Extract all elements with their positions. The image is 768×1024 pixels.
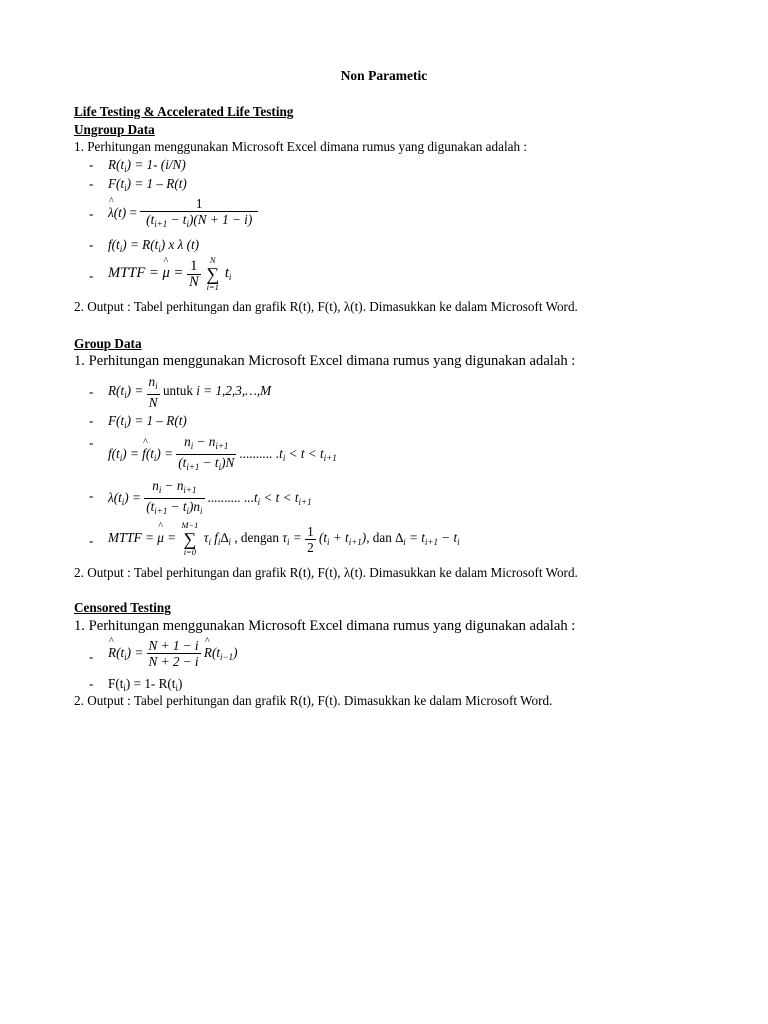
ungroup-step2: 2. Output : Tabel perhitungan dan grafik R(t), F(t), λ(t). Dimasukkan ke dalam Microsoft Word. <box>74 299 578 314</box>
section-heading: Life Testing & Accelerated Life Testing <box>74 104 294 119</box>
bullet: - <box>89 268 94 283</box>
formula-ungroup-hazard: ^ λ(t) = $\frac{1}{(t_{i+1} - t_i)(N + 1 - i)}$ <box>108 196 258 232</box>
censored-step1: 1. Perhitungan menggunakan Microsoft Excel dimana rumus yang digunakan adalah : <box>74 618 576 634</box>
censored-step2: 2. Output : Tabel perhitungan dan grafik R(t), F(t). Dimasukkan ke dalam Microsoft Word. <box>74 693 553 708</box>
censored-heading: Censored Testing <box>74 600 171 615</box>
ungroup-step1: 1. Perhitungan menggunakan Microsoft Excel dimana rumus yang digunakan adalah : <box>74 139 528 154</box>
formula-group-reliability: $R(t_i)$ = $\frac{n_i}{N}$ untuk i = 1,2,3,…,M <box>108 374 272 410</box>
bullet: - <box>89 533 94 548</box>
bullet: - <box>89 206 94 221</box>
group-step2: 2. Output : Tabel perhitungan dan grafik R(t), F(t), λ(t). Dimasukkan ke dalam Microsoft Word. <box>74 565 578 580</box>
formula-censored-unreliability: $F(t_i) = 1-$ $R(t_i)$ <box>108 676 183 693</box>
formula-censored-reliability: ^ $R(t_i)$ = $\frac{N + 1 - i}{N + 2 - i}$ ^ $R(t_{i-1})$ <box>108 638 237 669</box>
bullet: - <box>89 676 94 691</box>
group-step1: 1. Perhitungan menggunakan Microsoft Excel dimana rumus yang digunakan adalah : <box>74 353 576 369</box>
bullet: - <box>89 649 94 664</box>
formula-ungroup-mttf: MTTF = ^ μ = $\frac{1}{N}$ N ∑ i=1 $t_i$ <box>108 256 231 292</box>
bullet: - <box>89 157 94 172</box>
formula-group-hazard: $\lambda(t_i)$ = $\frac{n_i - n_{i+1}}{(t_{i+1} - t_i)n_i}$ .......... $...t_i < t < t_{i+1}$ <box>108 478 312 519</box>
bullet: - <box>89 176 94 191</box>
bullet: - <box>89 435 94 450</box>
formula-group-unreliability: $F(t_i) = 1 - R(t)$ <box>108 413 187 430</box>
formula-ungroup-unreliability: $F(t_i) = 1 - R(t)$ <box>108 176 187 193</box>
formula-group-mttf: MTTF = ^ μ = M−1 ∑ i=0 $\tau_i$ $f_i\Delta_i$ , dengan $\tau_i$ = $\frac{1}{2}$ $(t_i + t_{i+1})$, dan $\Delta_i = t_{i+1} - t_i$ <box>108 521 460 557</box>
bullet: - <box>89 413 94 428</box>
formula-ungroup-density: $f(t_i) = R(t_i)$ x λ (t) <box>108 237 200 254</box>
group-heading: Group Data <box>74 336 142 351</box>
bullet: - <box>89 237 94 252</box>
formula-ungroup-reliability: $R(t_i) = 1-$ (i/N) <box>108 157 186 174</box>
formula-group-density: $f(t_i)$ = ^ $f(t_i)$ = $\frac{n_i - n_{i+1}}{(t_{i+1} - t_i)N}$ .......... $.t_i < t < t_{i+1}$ <box>108 434 337 475</box>
bullet: - <box>89 384 94 399</box>
ungroup-heading: Ungroup Data <box>74 122 155 137</box>
page-title: Non Parametic <box>340 68 428 83</box>
bullet: - <box>89 488 94 503</box>
